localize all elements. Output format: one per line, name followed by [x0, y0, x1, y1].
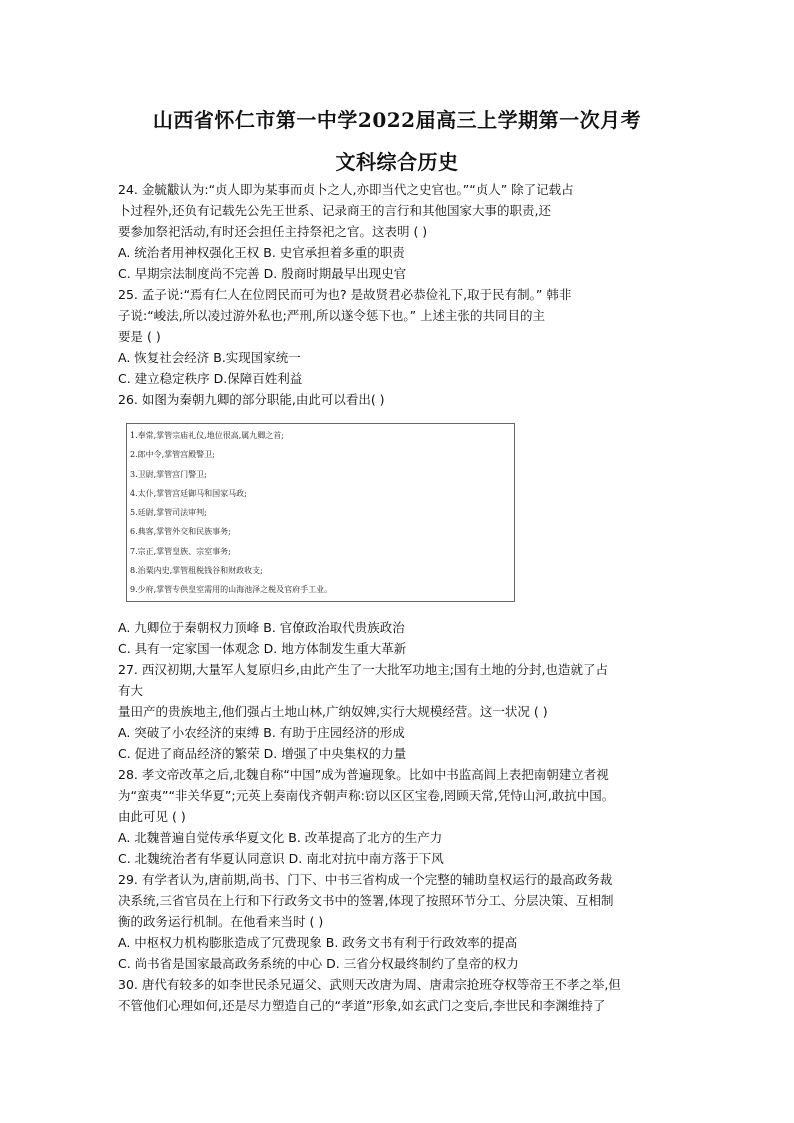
figure-row-2: 2.郎中令,掌管宫殿警卫;: [130, 450, 215, 460]
q25-stem-line-2: 子说:“峻法,所以凌过游外私也;严刑,所以遂令惩下也。” 上述主张的共同目的主: [118, 308, 546, 323]
q24-options-ab: A. 统治者用神权强化王权 B. 史官承担着多重的职责: [118, 245, 405, 260]
q27-options-cd: C. 促进了商品经济的繁荣 D. 增强了中央集权的力量: [118, 746, 407, 761]
q29-options-ab: A. 中枢权力机构膨胀造成了冗费现象 B. 政务文书有利于行政效率的提高: [118, 935, 518, 950]
q28-options-cd: C. 北魏统治者有华夏认同意识 D. 南北对抗中南方落于下风: [118, 851, 444, 866]
q27-stem-line-3: 量田产的贵族地主,他们强占土地山林,广纳奴婢,实行大规模经营。这一状况 ( ): [118, 704, 548, 719]
q24-stem-line-3: 要参加祭祀活动,有时还会担任主持祭祀之官。这表明 ( ): [118, 224, 428, 239]
figure-row-1: 1.奉常,掌管宗庙礼仪,地位很高,属九卿之首;: [130, 431, 284, 440]
q26-options-cd: C. 具有一定家国一体观念 D. 地方体制发生重大革新: [118, 641, 407, 656]
q28-stem-line-3: 由此可见 ( ): [118, 809, 186, 824]
figure-row-8: 8.治粟内史,掌管租税钱谷和财政收支;: [130, 566, 263, 576]
q29-stem-line-2: 决系统,三省官员在上行和下行政务文书中的签署,体现了按照环节分工、分层决策、互相制: [118, 893, 614, 908]
q25-options-cd: C. 建立稳定秩序 D.保障百姓利益: [118, 371, 303, 386]
q27-stem-line-1: 27. 西汉初期,大量军人复原归乡,由此产生了一大批军功地主;国有土地的分封,也造就了占: [118, 662, 608, 677]
figure-row-4: 4.太仆,掌管宫廷御马和国家马政;: [130, 488, 247, 498]
figure-row-3: 3.卫尉,掌管宫门警卫;: [130, 469, 207, 479]
q25-options-ab: A. 恢复社会经济 B.实现国家统一: [118, 350, 301, 365]
figure-row-7: 7.宗正,掌管皇族、宗室事务;: [130, 546, 231, 556]
q27-options-ab: A. 突破了小农经济的束缚 B. 有助于庄园经济的形成: [118, 725, 405, 740]
q24-options-cd: C. 早期宗法制度尚不完善 D. 殷商时期最早出现史官: [118, 266, 407, 281]
q26-options-ab: A. 九卿位于秦朝权力顶峰 B. 官僚政治取代贵族政治: [118, 620, 405, 635]
figure-row-5: 5.廷尉,掌管司法审判;: [130, 508, 207, 518]
page-subtitle: 文科综合历史: [335, 150, 459, 174]
page-title: 山西省怀仁市第一中学2022届高三上学期第一次月考: [152, 108, 642, 132]
q26-stem: 26. 如图为秦朝九卿的部分职能,由此可以看出( ): [118, 392, 385, 407]
q28-stem-line-2: 为“蛮夷”“非关华夏”;元英上奏南伐齐朝声称:窃以区区宝卷,罔顾天常,凭恃山河,敢抗中国。: [118, 788, 615, 803]
figure-row-6: 6.典客,掌管外交和民族事务;: [130, 527, 231, 537]
figure-row-9: 9.少府,掌管专供皇室需用的山海池泽之税及官府手工业。: [130, 585, 333, 595]
q24-stem-line-2: 卜过程外,还负有记载先公先王世系、记录商王的言行和其他国家大事的职责,还: [118, 203, 551, 218]
q25-stem-line-3: 要是 ( ): [118, 329, 161, 344]
q28-options-ab: A. 北魏普遍自觉传承华夏文化 B. 改革提高了北方的生产力: [118, 830, 443, 845]
q28-stem-line-1: 28. 孝文帝改革之后,北魏自称“中国”成为普遍现象。比如中书监高闾上表把南朝建立者视: [118, 767, 609, 782]
q25-stem-line-1: 25. 孟子说:“焉有仁人在位罔民而可为也? 是故贤君必恭俭礼下,取于民有制。” 韩非: [118, 287, 572, 302]
q30-stem-line-1: 30. 唐代有较多的如李世民杀兄逼父、武则天改唐为周、唐肃宗抢班夺权等帝王不孝之举,但: [118, 977, 621, 992]
q29-stem-line-1: 29. 有学者认为,唐前期,尚书、门下、中书三省构成一个完整的辅助皇权运行的最高政务裁: [118, 872, 613, 887]
q27-stem-line-2: 有大: [118, 683, 144, 698]
q30-stem-line-2: 不管他们心理如何,还是尽力塑造自己的“孝道”形象,如玄武门之变后,李世民和李渊维持了: [118, 998, 606, 1013]
q24-stem-line-1: 24. 金毓黻认为:“贞人即为某事而贞卜之人,亦即当代之史官也。”“贞人” 除了记载占: [118, 182, 574, 197]
nine-ministers-figure: [126, 423, 515, 602]
q29-stem-line-3: 衡的政务运行机制。在他看来当时 ( ): [118, 914, 324, 929]
q29-options-cd: C. 尚书省是国家最高政务系统的中心 D. 三省分权最终制约了皇帝的权力: [118, 956, 519, 971]
